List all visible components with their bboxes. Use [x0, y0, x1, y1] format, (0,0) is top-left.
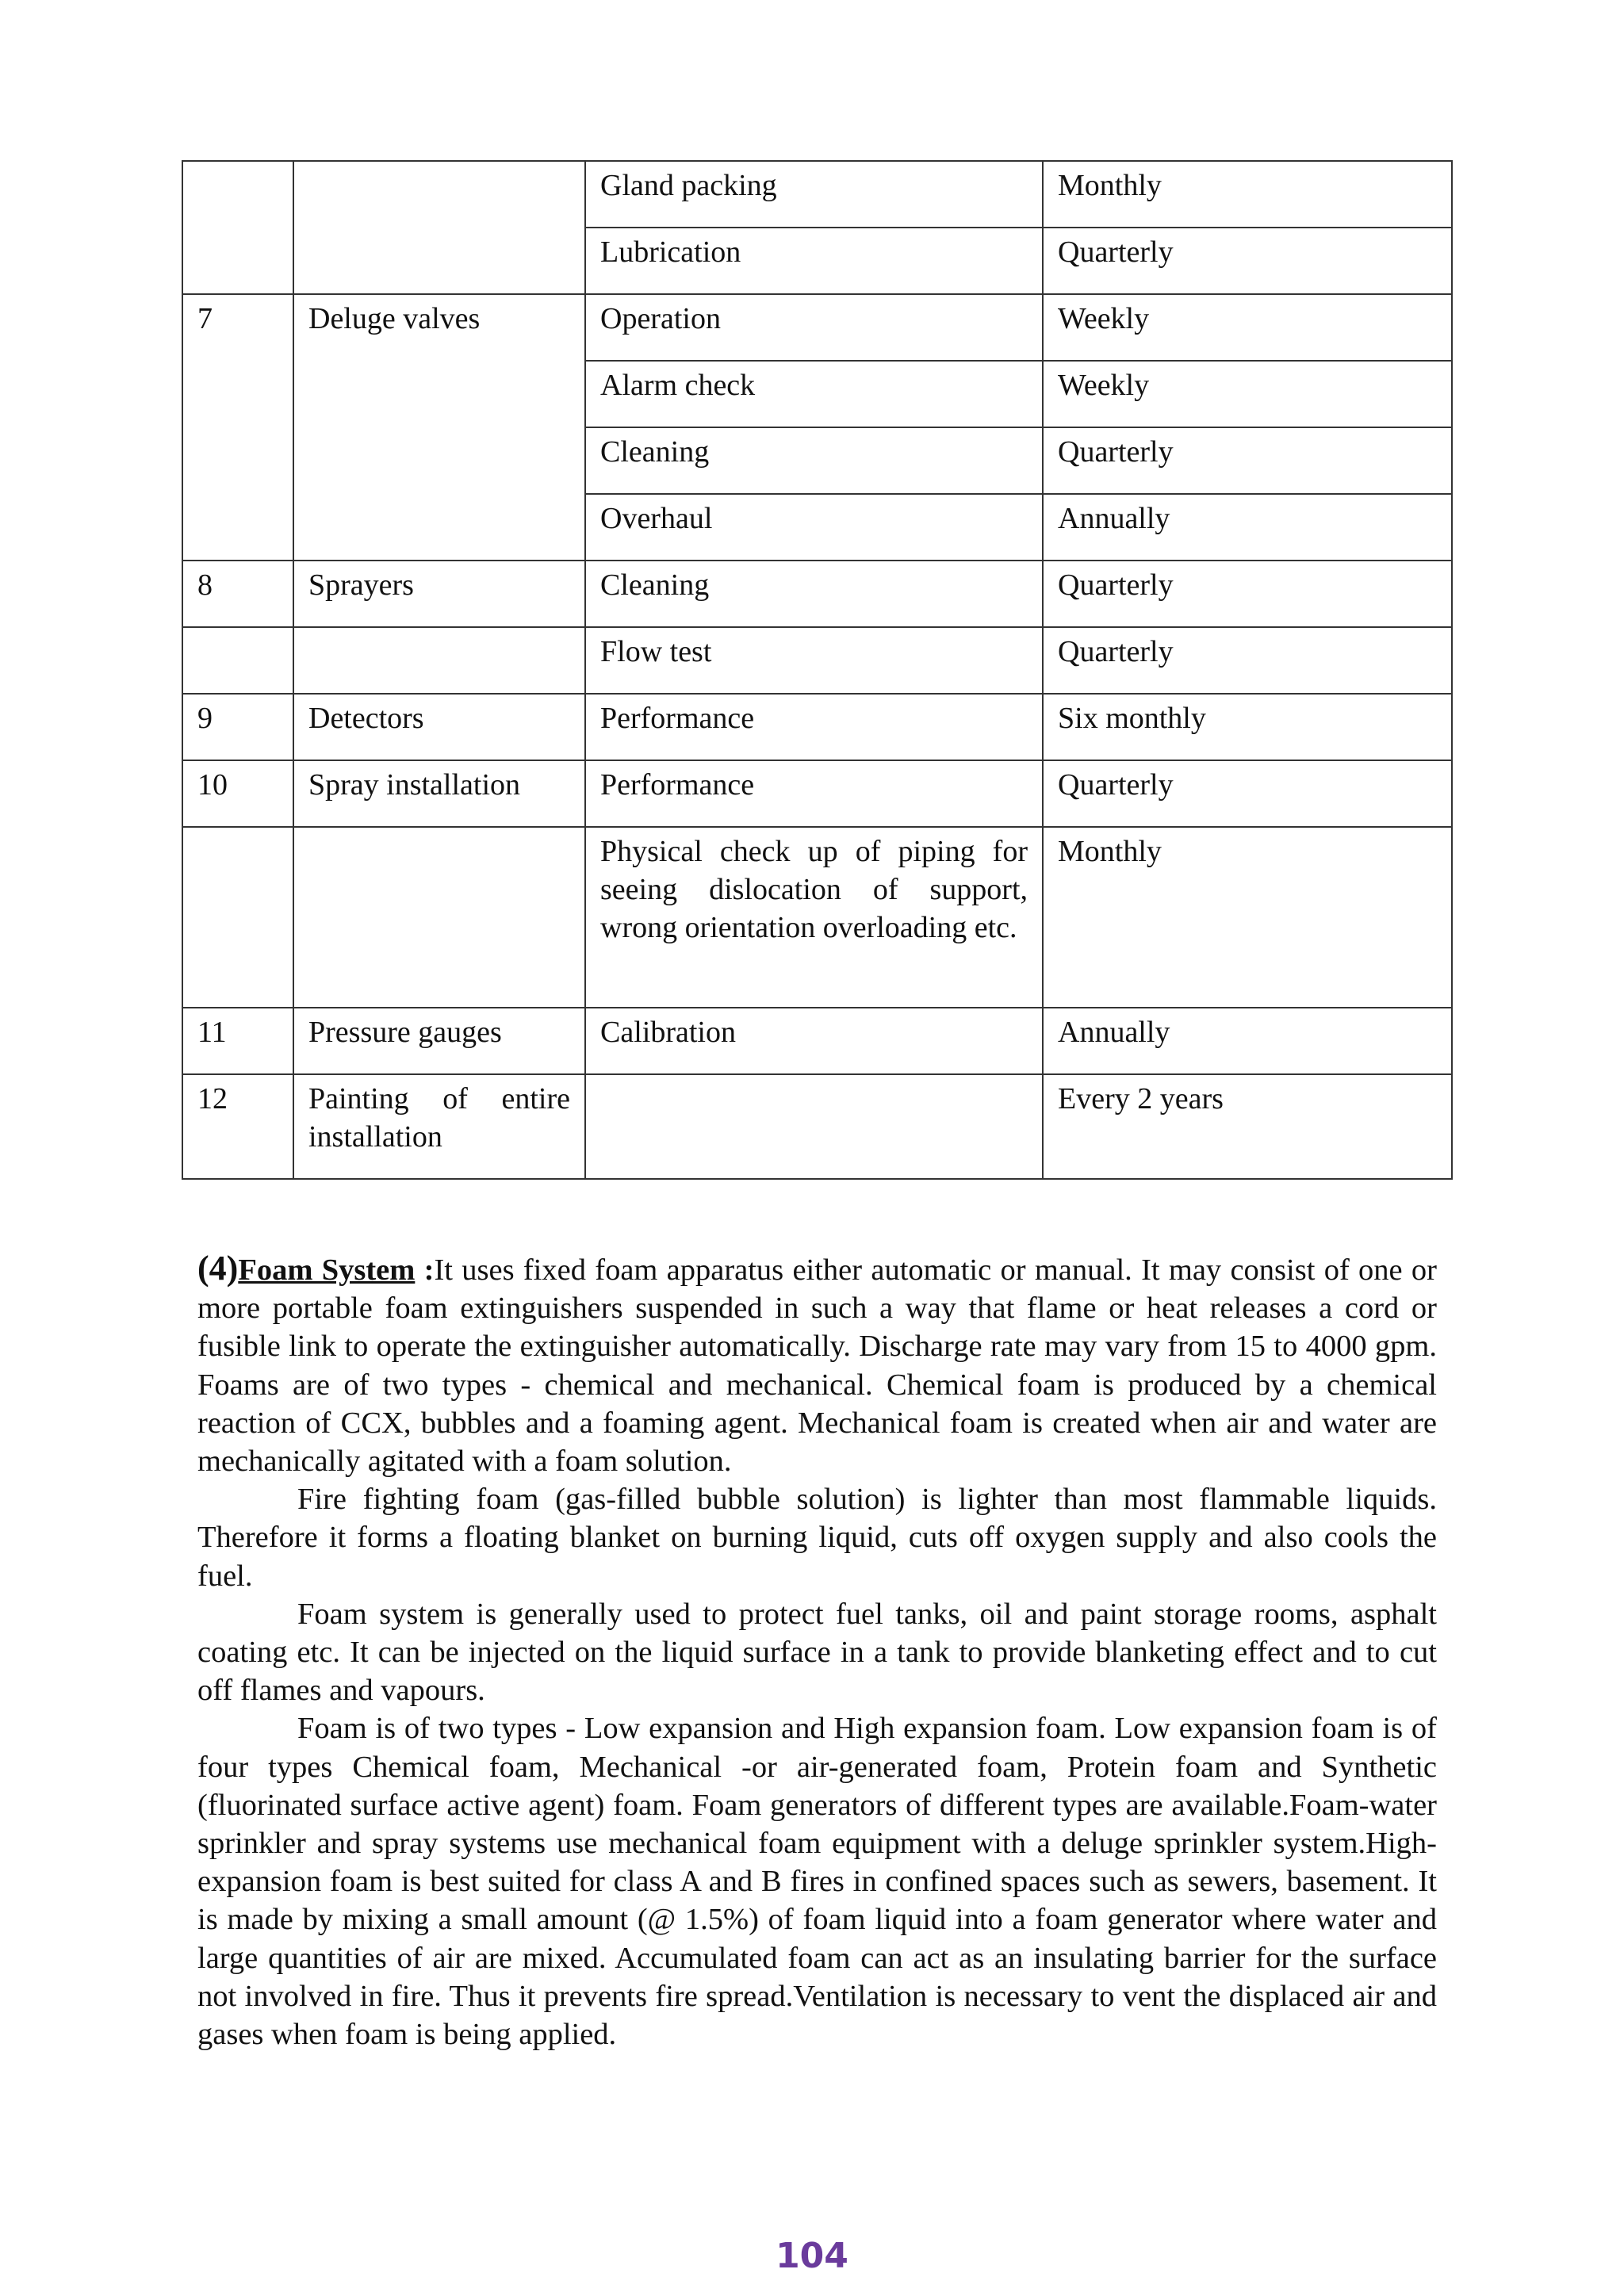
frequency-cell: Monthly: [1043, 827, 1452, 1008]
serial-number-cell: [182, 627, 293, 694]
frequency-cell: Six monthly: [1043, 694, 1452, 760]
body-paragraph: [197, 1249, 1437, 1480]
activity-cell: Calibration: [585, 1008, 1043, 1074]
table-row: [182, 827, 1452, 1008]
serial-number-cell: 11: [182, 1008, 293, 1074]
frequency-cell: Annually: [1043, 494, 1452, 561]
activity-cell: Overhaul: [585, 494, 1043, 561]
activity-cell: Physical check up of piping for seeing dislocation of support, wrong orientation overloading etc.: [585, 827, 1043, 1008]
equipment-cell: Sprayers: [293, 561, 585, 627]
frequency-cell: Quarterly: [1043, 228, 1452, 294]
serial-number-cell: 9: [182, 694, 293, 760]
serial-number-cell: [182, 827, 293, 1008]
activity-cell: [585, 1074, 1043, 1179]
serial-number-cell: 10: [182, 760, 293, 827]
serial-number-cell: 12: [182, 1074, 293, 1179]
equipment-cell: Deluge valves: [293, 294, 585, 561]
body-paragraph: Foam system is generally used to protect fuel tanks, oil and paint storage rooms, asphalt coating etc. It can be injected on the liquid surface in a tank to provide blanketing effect and to cut off flames and vapours.: [197, 1597, 1437, 1708]
serial-number-cell: 8: [182, 561, 293, 627]
section-title: Foam System: [238, 1253, 416, 1287]
serial-number-cell: 7: [182, 294, 293, 561]
table-row: [182, 760, 1452, 827]
activity-cell: Gland packing: [585, 161, 1043, 228]
serial-number-cell: [182, 161, 293, 294]
paragraph-text: It uses fixed foam apparatus either automatic or manual. It may consist of one or more portable foam extinguishers suspended in such a way that flame or heat releases a cord or fusible link to operate the extinguisher automatically. Discharge rate may vary from 15 to 4000 gpm. Foams are of two types - chemical and mechanical. Chemical foam is produced by a chemical reaction of CCX, bubbles and a foaming agent. Mechanical foam is created when air and water are mechanically agitated with a foam solution.: [197, 1253, 1438, 1479]
activity-cell: Flow test: [585, 627, 1043, 694]
table-row: [182, 1074, 1452, 1179]
section-number: (4): [197, 1249, 239, 1288]
section-colon: :: [415, 1253, 435, 1287]
frequency-cell: Quarterly: [1043, 760, 1452, 827]
maintenance-schedule-table: [182, 160, 1453, 1180]
frequency-cell: Quarterly: [1043, 561, 1452, 627]
activity-cell: Lubrication: [585, 228, 1043, 294]
activity-cell: Cleaning: [585, 427, 1043, 494]
frequency-cell: Weekly: [1043, 294, 1452, 361]
table-row: [182, 1008, 1452, 1074]
frequency-cell: Every 2 years: [1043, 1074, 1452, 1179]
table-row: [182, 694, 1452, 760]
page-number: 104: [776, 2236, 848, 2276]
equipment-cell: Spray installation: [293, 760, 585, 827]
table-row: [182, 561, 1452, 627]
equipment-cell: [293, 827, 585, 1008]
activity-cell: Operation: [585, 294, 1043, 361]
frequency-cell: Quarterly: [1043, 627, 1452, 694]
body-paragraph: Foam is of two types - Low expansion and High expansion foam. Low expansion foam is of four types Chemical foam, Mechanical -or air-generated foam, Protein foam and Synthetic (fluorinated surface active agent) foam. Foam generators of different types are available.Foam-water sprinkler and spray systems use mechanical foam equipment with a deluge sprinkler system.High-expansion foam is best suited for class A and B fires in confined spaces such as sewers, basement. It is made by mixing a small amount (@ 1.5%) of foam liquid into a foam generator where water and large quantities of air are mixed. Accumulated foam can act as an insulating barrier for the surface not involved in fire. Thus it prevents fire spread.Ventilation is necessary to vent the displaced air and gases when foam is being applied.: [197, 1712, 1437, 2052]
foam-system-section: [197, 1249, 1437, 2053]
table-row: [182, 161, 1452, 228]
frequency-cell: Weekly: [1043, 361, 1452, 427]
frequency-cell: Annually: [1043, 1008, 1452, 1074]
equipment-cell: Pressure gauges: [293, 1008, 585, 1074]
equipment-cell: [293, 161, 585, 294]
equipment-cell: [293, 627, 585, 694]
equipment-cell: Detectors: [293, 694, 585, 760]
table-row: [182, 627, 1452, 694]
frequency-cell: Quarterly: [1043, 427, 1452, 494]
activity-cell: Performance: [585, 694, 1043, 760]
body-paragraph: Fire fighting foam (gas-filled bubble solution) is lighter than most flammable liquids. Therefore it forms a floating blanket on burning liquid, cuts off oxygen supply and also cools the fuel.: [197, 1483, 1437, 1593]
activity-cell: Alarm check: [585, 361, 1043, 427]
frequency-cell: Monthly: [1043, 161, 1452, 228]
activity-cell: Performance: [585, 760, 1043, 827]
activity-cell: Cleaning: [585, 561, 1043, 627]
table-row: [182, 294, 1452, 361]
equipment-cell: Painting of entire installation: [293, 1074, 585, 1179]
